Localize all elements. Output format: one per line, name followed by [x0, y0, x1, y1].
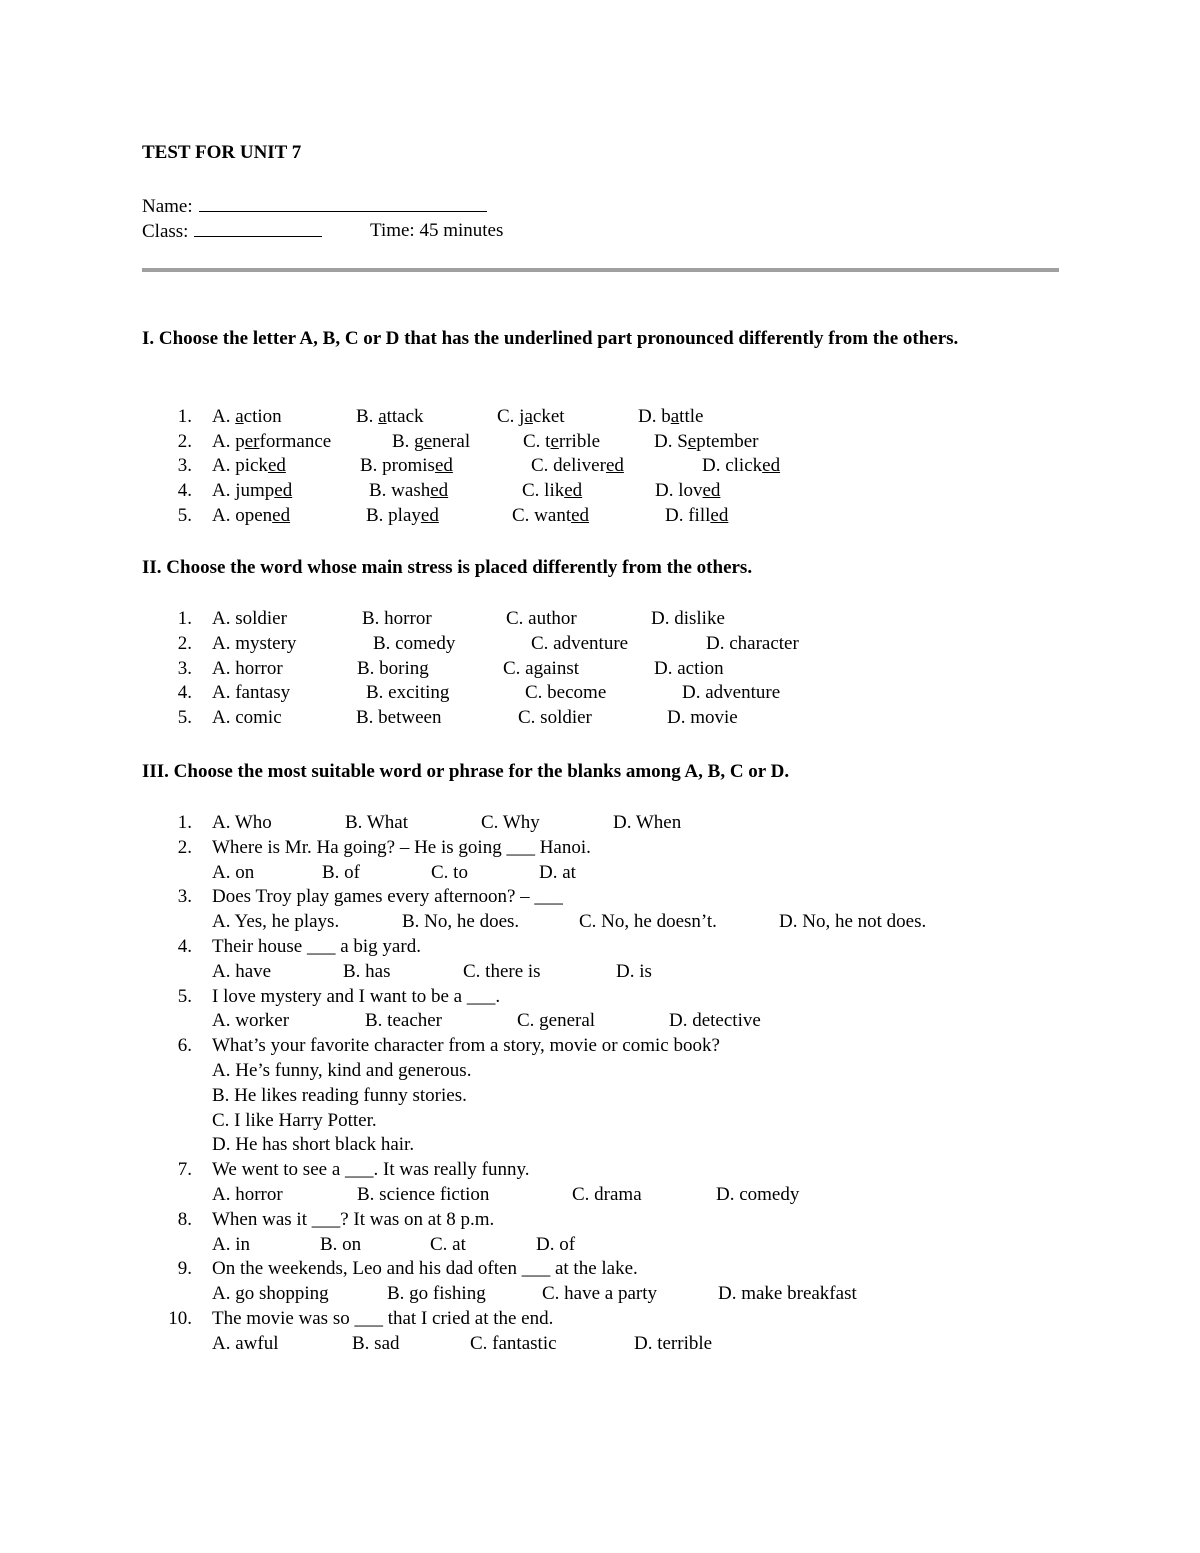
underlined-part: ed — [564, 480, 583, 502]
question-number: 2. — [177, 632, 192, 654]
option-text: D. S — [654, 430, 688, 452]
answer-option[interactable]: A. go shopping — [212, 1283, 329, 1305]
option-text: B. g — [392, 430, 424, 452]
section-1-heading: I. Choose the letter A, B, C or D that has the underlined part pronounced differently from the others. — [142, 328, 959, 349]
underlined-part: ed — [267, 455, 286, 477]
option-text: ttack — [386, 406, 424, 427]
answer-option[interactable]: A. mystery — [212, 632, 297, 654]
answer-option[interactable]: C. soldier — [518, 707, 592, 729]
answer-option[interactable]: A. horror — [212, 657, 283, 679]
question-number: 3. — [177, 886, 192, 908]
class-label: Class: — [142, 221, 189, 242]
underlined-part: e — [423, 430, 433, 452]
question-number: 2. — [177, 430, 192, 452]
answer-option[interactable]: D. action — [654, 657, 724, 679]
option-text: ptember — [696, 430, 759, 452]
option-text: B. wash — [369, 480, 431, 502]
underlined-part: ed — [434, 455, 453, 477]
answer-option[interactable]: B. comedy — [373, 632, 456, 654]
answer-option[interactable] — [655, 478, 720, 503]
question-number: 5. — [177, 504, 192, 526]
answer-option[interactable]: A. fantasy — [212, 682, 291, 704]
answer-option[interactable]: D. He has short black hair. — [212, 1134, 415, 1156]
underlined-part: ed — [710, 504, 729, 526]
answer-option[interactable] — [212, 429, 331, 454]
answer-option[interactable]: D. make breakfast — [718, 1283, 857, 1305]
answer-option[interactable]: A. Yes, he plays. — [212, 911, 340, 933]
answer-option[interactable] — [366, 503, 439, 528]
question-number: 4. — [177, 682, 192, 704]
section-3-heading: III. Choose the most suitable word or phrase for the blanks among A, B, C or D. — [142, 761, 790, 782]
answer-option[interactable]: C. I like Harry Potter. — [212, 1109, 377, 1131]
class-blank[interactable] — [194, 220, 322, 237]
answer-option[interactable]: D. adventure — [682, 682, 781, 704]
answer-option[interactable]: A. in — [212, 1233, 250, 1255]
answer-option[interactable]: A. Who — [212, 812, 272, 833]
answer-option[interactable] — [531, 453, 624, 478]
answer-option[interactable]: C. drama — [572, 1184, 642, 1205]
question-stem: The movie was so ___ that I cried at the end. — [212, 1308, 554, 1329]
option-text: A. open — [212, 504, 273, 526]
answer-option[interactable]: D. When — [613, 812, 682, 833]
answer-option[interactable] — [702, 453, 780, 478]
answer-option[interactable]: C. become — [525, 682, 607, 704]
answer-option[interactable]: C. No, he doesn’t. — [579, 911, 717, 933]
answer-option[interactable] — [392, 429, 470, 454]
name-row — [142, 195, 487, 218]
underlined-part: a — [378, 406, 387, 427]
question-number: 2. — [177, 836, 192, 858]
answer-option[interactable]: D. is — [616, 960, 652, 982]
question-stem: I love mystery and I want to be a ___. — [212, 985, 501, 1007]
option-text: D. lov — [655, 480, 703, 502]
question-stem: Their house ___ a big yard. — [212, 936, 421, 957]
question-number: 3. — [177, 455, 192, 477]
answer-option[interactable]: B. exciting — [366, 682, 450, 704]
question-stem: When was it ___? It was on at 8 p.m. — [212, 1208, 495, 1230]
question-stem: We went to see a ___. It was really funny. — [212, 1159, 530, 1181]
question-number: 7. — [177, 1159, 192, 1181]
name-label: Name: — [142, 196, 193, 217]
time-label: Time: 45 minutes — [370, 220, 504, 241]
answer-option[interactable] — [512, 503, 589, 528]
name-blank[interactable] — [199, 195, 487, 212]
answer-option[interactable]: B. What — [345, 812, 408, 833]
question-number: 5. — [177, 707, 192, 729]
answer-option[interactable]: A. on — [212, 861, 255, 883]
underlined-part: a — [524, 406, 533, 427]
answer-option[interactable] — [212, 453, 286, 478]
answer-option[interactable]: C. have a party — [542, 1283, 658, 1305]
option-text: formance — [259, 430, 332, 452]
answer-option[interactable]: B. horror — [362, 608, 432, 629]
question-number: 3. — [177, 657, 192, 679]
answer-option[interactable] — [369, 478, 448, 503]
answer-option[interactable]: D. comedy — [716, 1184, 800, 1205]
question-number: 5. — [177, 985, 192, 1007]
option-text: rrible — [558, 430, 601, 452]
answer-option[interactable]: A. soldier — [212, 608, 287, 629]
question-stem: Where is Mr. Ha going? – He is going ___ Hanoi. — [212, 836, 591, 858]
underlined-part: ed — [274, 480, 293, 502]
answer-option[interactable]: C. adventure — [531, 632, 629, 654]
underlined-part: e — [687, 430, 697, 452]
answer-option[interactable]: C. Why — [481, 812, 540, 833]
option-text: D. b — [638, 406, 671, 427]
question-number: 1. — [177, 406, 192, 427]
answer-option[interactable]: B. science fiction — [357, 1184, 490, 1205]
question-number: 1. — [177, 812, 192, 833]
answer-option[interactable]: C. general — [517, 1010, 596, 1032]
question-number: 8. — [177, 1208, 192, 1230]
answer-option[interactable] — [522, 478, 582, 503]
answer-option[interactable]: B. teacher — [365, 1010, 443, 1032]
question-stem: What’s your favorite character from a story, movie or comic book? — [212, 1035, 720, 1057]
answer-option[interactable]: C. at — [430, 1233, 466, 1255]
option-text: D. fill — [665, 504, 711, 526]
answer-option[interactable]: C. against — [503, 657, 579, 679]
underlined-part: ed — [430, 480, 449, 502]
question-number: 6. — [177, 1035, 192, 1057]
question-number: 10. — [168, 1308, 192, 1329]
underlined-part: ed — [272, 504, 291, 526]
answer-option[interactable]: B. He likes reading funny stories. — [212, 1084, 467, 1106]
option-text: B. play — [366, 504, 421, 526]
answer-option[interactable] — [654, 429, 759, 454]
question-number: 4. — [177, 936, 192, 957]
option-text: A. pick — [212, 455, 268, 477]
section-2-heading: II. Choose the word whose main stress is placed differently from the others. — [142, 557, 753, 578]
option-text: A. p — [212, 430, 245, 452]
answer-option[interactable]: B. go fishing — [387, 1283, 486, 1305]
answer-option[interactable]: D. of — [536, 1233, 576, 1255]
option-text: ction — [243, 406, 282, 427]
answer-option[interactable] — [523, 429, 600, 454]
answer-option[interactable]: A. horror — [212, 1184, 283, 1205]
answer-option[interactable]: A. have — [212, 960, 272, 982]
answer-option[interactable] — [360, 453, 453, 478]
answer-option[interactable]: C. to — [431, 861, 468, 883]
option-text: C. j — [497, 406, 525, 427]
answer-option[interactable]: A. comic — [212, 707, 282, 729]
underlined-part: ed — [605, 455, 624, 477]
answer-option[interactable]: C. there is — [463, 960, 541, 982]
option-text: A. — [212, 406, 236, 427]
answer-option[interactable] — [356, 404, 424, 429]
answer-option[interactable]: B. of — [322, 861, 360, 883]
question-number: 1. — [177, 608, 192, 629]
question-number: 4. — [177, 480, 192, 502]
option-text: C. lik — [522, 480, 565, 502]
answer-option[interactable]: A. He’s funny, kind and generous. — [212, 1060, 472, 1081]
answer-option[interactable]: D. dislike — [651, 608, 725, 629]
option-text: B. — [356, 406, 379, 427]
underlined-part: a — [235, 406, 244, 427]
option-text: C. t — [523, 430, 551, 452]
underlined-part: ed — [420, 504, 439, 526]
answer-option[interactable]: B. boring — [357, 657, 429, 679]
answer-option[interactable]: C. author — [506, 608, 577, 629]
option-text: neral — [432, 430, 471, 452]
underlined-part: er — [244, 430, 260, 452]
underlined-part: ed — [571, 504, 590, 526]
answer-option[interactable] — [665, 503, 728, 528]
answer-option[interactable] — [212, 404, 282, 429]
answer-option[interactable]: B. No, he does. — [402, 911, 520, 933]
answer-option[interactable]: A. worker — [212, 1010, 290, 1032]
answer-option[interactable]: D. character — [706, 632, 799, 654]
answer-option[interactable]: D. at — [539, 861, 576, 883]
underlined-part: ed — [762, 455, 781, 477]
answer-option[interactable]: D. terrible — [634, 1332, 713, 1354]
question-number: 9. — [177, 1258, 192, 1280]
answer-option[interactable]: D. No, he not does. — [779, 911, 927, 933]
answer-option[interactable]: B. between — [356, 707, 442, 729]
answer-option[interactable]: A. awful — [212, 1332, 279, 1354]
answer-option[interactable]: D. movie — [667, 707, 738, 729]
answer-option[interactable]: B. on — [320, 1233, 362, 1255]
underlined-part: e — [550, 430, 559, 452]
answer-option[interactable] — [212, 503, 290, 528]
option-text: D. click — [702, 455, 763, 477]
option-text: ttle — [679, 406, 704, 427]
option-text: C. want — [512, 504, 572, 526]
answer-option[interactable] — [638, 404, 703, 429]
answer-option[interactable]: C. fantastic — [470, 1332, 557, 1354]
answer-option[interactable]: D. detective — [669, 1010, 761, 1032]
option-text: B. promis — [360, 455, 435, 477]
answer-option[interactable] — [497, 404, 565, 429]
answer-option[interactable]: B. has — [343, 960, 391, 982]
underlined-part: ed — [702, 480, 721, 502]
option-text: cket — [532, 406, 565, 427]
option-text: C. deliver — [531, 455, 606, 477]
page-title: TEST FOR UNIT 7 — [142, 142, 302, 163]
answer-option[interactable] — [212, 478, 292, 503]
divider — [142, 268, 1059, 272]
question-stem: On the weekends, Leo and his dad often ___ at the lake. — [212, 1258, 638, 1280]
class-row — [142, 220, 504, 243]
option-text: A. jump — [212, 480, 275, 502]
question-stem: Does Troy play games every afternoon? – ___ — [212, 886, 563, 908]
underlined-part: a — [670, 406, 680, 427]
answer-option[interactable]: B. sad — [352, 1332, 400, 1354]
